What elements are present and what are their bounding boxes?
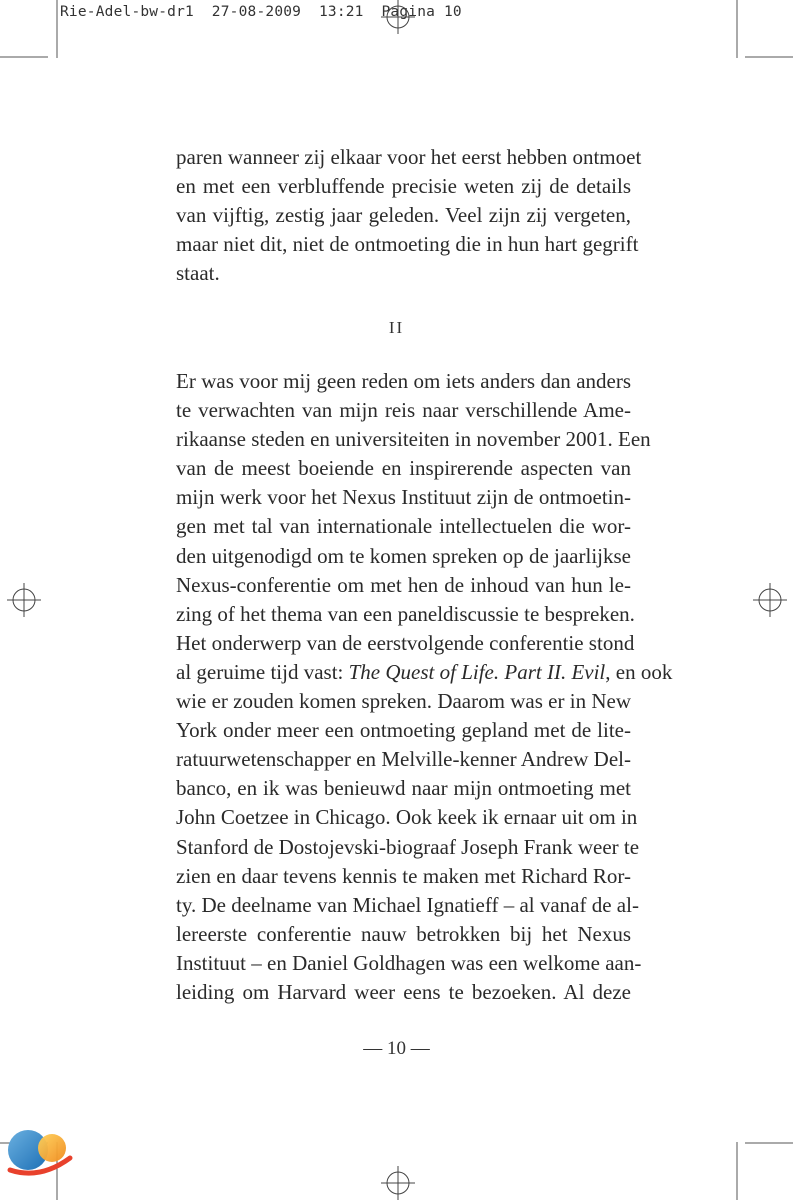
text-line: banco, en ik was benieuwd naar mijn ontmoeting met: [176, 776, 631, 801]
section-number: II: [388, 318, 405, 337]
page-number: — 10 —: [363, 1038, 430, 1059]
paragraph-body: [176, 367, 673, 1007]
text-line: ratuurwetenschapper en Melville-kenner Andrew Del-: [176, 747, 631, 772]
text-line: gen met tal van internationale intellectuelen die wor-: [176, 514, 631, 539]
text-line: mijn werk voor het Nexus Instituut zijn de ontmoetin-: [176, 485, 631, 510]
text-line: wie er zouden komen spreken. Daarom was er in New: [176, 689, 631, 714]
registration-mark-left: [7, 583, 41, 617]
line-text-after: , en ook: [605, 659, 673, 684]
text-line: York onder meer een ontmoeting gepland met de lite-: [176, 718, 631, 743]
text-line: Het onderwerp van de eerstvolgende conferentie stond: [176, 630, 635, 655]
text-line: Instituut – en Daniel Goldhagen was een welkome aan-: [176, 950, 642, 975]
text-line: zing of het thema van een paneldiscussie te bespreken.: [176, 601, 635, 626]
text-line: lereerste conferentie nauw betrokken bij het Nexus: [176, 921, 631, 946]
text-line: ty. De deelname van Michael Ignatieff – al vanaf de al-: [176, 892, 639, 917]
text-line: paren wanneer zij elkaar voor het eerst hebben ontmoet: [176, 145, 642, 169]
text-line: Stanford de Dostojevski-biograaf Joseph Frank weer te: [176, 834, 640, 859]
text-line: maar niet dit, niet de ontmoeting die in hun hart gegrift: [176, 232, 639, 257]
text-line: staat.: [176, 261, 220, 286]
book-title-italic: The Quest of Life. Part II. Evil: [348, 659, 606, 684]
text-line: van de meest boeiende en inspirerende aspecten van: [176, 456, 631, 481]
text-line: John Coetzee in Chicago. Ook keek ik ernaar uit om in: [176, 805, 638, 830]
watermark-logo-icon: [0, 1118, 80, 1188]
text-line: van vijftig, zestig jaar geleden. Veel zijn zij vergeten,: [176, 203, 631, 228]
text-line: den uitgenodigd om te komen spreken op de jaarlijkse: [176, 543, 631, 568]
line-text-before: al geruime tijd vast:: [176, 659, 349, 684]
registration-mark-bottom: [381, 1166, 415, 1200]
text-line: zien en daar tevens kennis te maken met Richard Ror-: [176, 863, 631, 888]
text-line: te verwachten van mijn reis naar verschillende Ame-: [176, 398, 631, 423]
registration-mark-top: [381, 0, 415, 34]
text-line: Nexus-conferentie om met hen de inhoud van hun le-: [176, 572, 631, 597]
text-line-with-title: [176, 658, 673, 687]
text-line: en met een verbluffende precisie weten zij de details: [176, 174, 631, 199]
printer-slug: Rie-Adel-bw-dr1 27-08-2009 13:21 Pagina 10: [60, 4, 462, 20]
text-line: rikaanse steden en universiteiten in november 2001. Een: [176, 427, 651, 452]
text-line: leiding om Harvard weer eens te bezoeken. Al deze: [176, 979, 631, 1004]
registration-mark-right: [753, 583, 787, 617]
text-line: Er was voor mij geen reden om iets anders dan anders: [176, 369, 631, 393]
paragraph-continuation: [176, 143, 642, 288]
